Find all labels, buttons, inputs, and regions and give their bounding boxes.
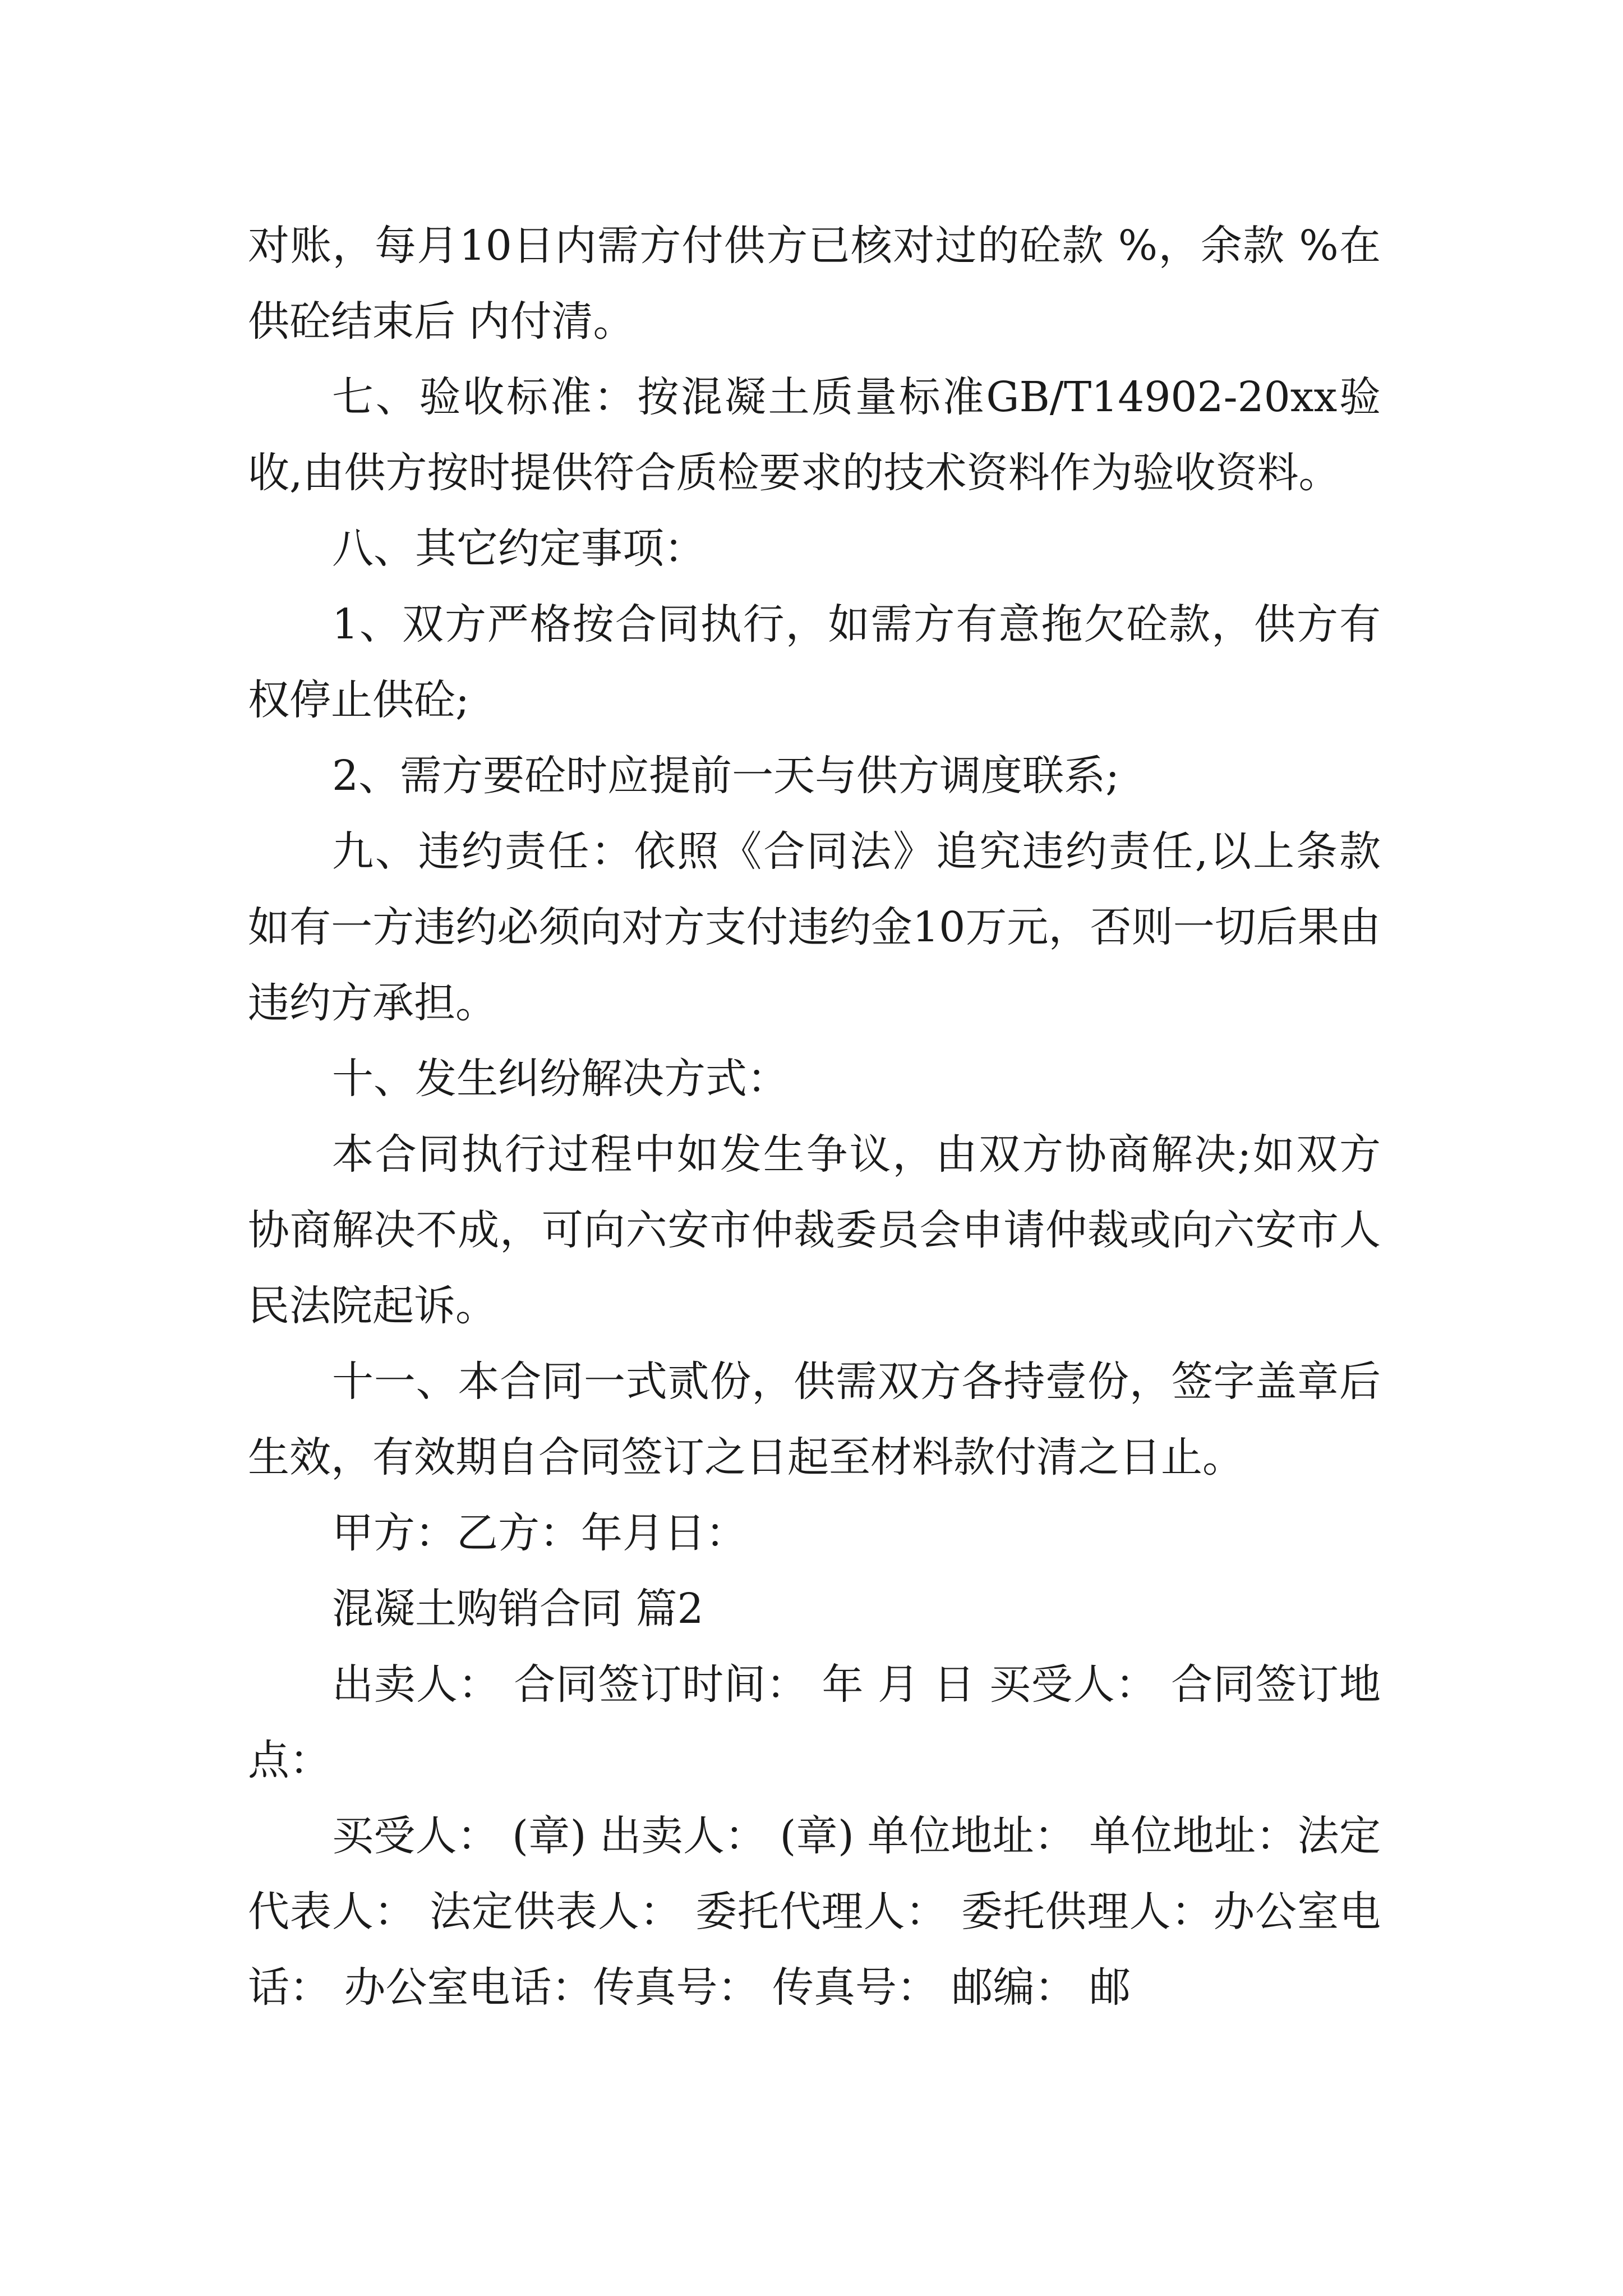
paragraph-other-matters-item-1: 1、双方严格按合同执行，如需方有意拖欠砼款，供方有权停止供砼;	[248, 600, 1381, 724]
paragraph-contract-2-title: 混凝土购销合同 篇2	[332, 1585, 704, 1633]
paragraph-other-matters-heading: 八、其它约定事项：	[332, 524, 706, 573]
paragraph-copies-validity: 十一、本合同一式贰份，供需双方各持壹份，签字盖章后生效，有效期自合同签订之日起至材料款付清之日止。	[248, 1358, 1381, 1481]
paragraph-acceptance-standard: 七、验收标准：按混凝土质量标准GB/T14902-20xx验收,由供方按时提供符合质检要求的技术资料作为验收资料。	[248, 373, 1381, 497]
paragraph-party-signatures: 甲方：乙方：年月日：	[332, 1509, 747, 1557]
paragraph-dispute-heading: 十、发生纠纷解决方式：	[332, 1055, 789, 1103]
document-body	[248, 208, 1381, 2026]
paragraph-dispute-resolution: 本合同执行过程中如发生争议，由双方协商解决;如双方协商解决不成，可向六安市仲裁委员会申请仲裁或向六安市人民法院起诉。	[248, 1130, 1381, 1330]
paragraph-contract-2-party-details: 买受人： (章) 出卖人： (章) 单位地址： 单位地址：法定代表人： 法定供表人： 委托代理人： 委托供理人：办公室电话： 办公室电话：传真号： 传真号： 邮编： 邮	[248, 1812, 1381, 2012]
paragraph-breach-liability: 九、违约责任：依照《合同法》追究违约责任,以上条款如有一方违约必须向对方支付违约金10万元，否则一切后果由违约方承担。	[248, 827, 1381, 1027]
paragraph-contract-2-parties: 出卖人： 合同签订时间： 年 月 日 买受人： 合同签订地点：	[248, 1660, 1381, 1784]
paragraph-payment-terms: 对账，每月10日内需方付供方已核对过的砼款 %，余款 %在供砼结束后 内付清。	[248, 222, 1381, 346]
paragraph-other-matters-item-2: 2、需方要砼时应提前一天与供方调度联系;	[332, 752, 1120, 800]
